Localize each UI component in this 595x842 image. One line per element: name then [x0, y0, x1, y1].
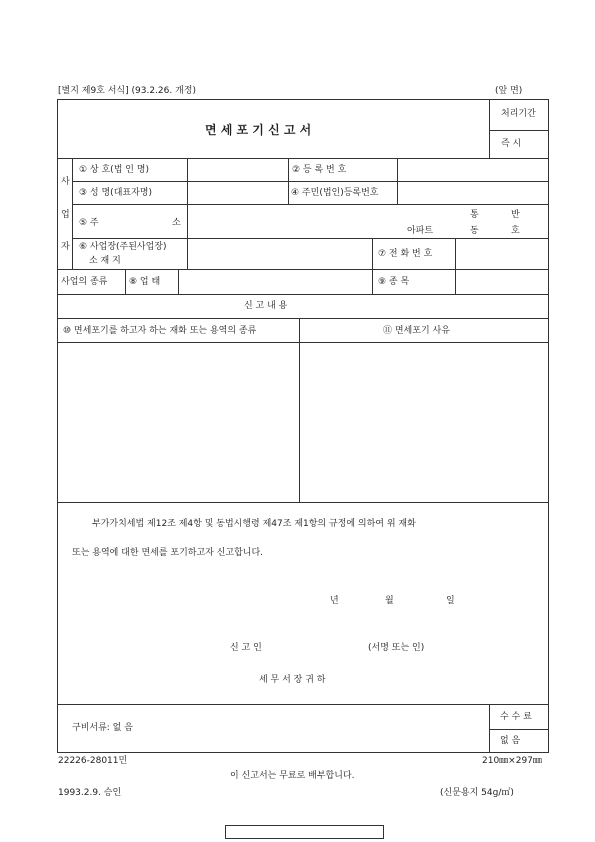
fee-value: 없 음: [500, 736, 521, 746]
form-title: 면 세 포 기 신 고 서: [205, 123, 312, 137]
trade-name-label: ① 상 호(법 인 명): [79, 165, 150, 175]
address-ban: 반: [511, 210, 520, 220]
processing-period-label: 처리기간: [501, 109, 536, 119]
address-label-tail: 소: [172, 218, 181, 228]
form-number: [별지 제9호 서식] (93.2.26. 개정): [58, 86, 196, 96]
business-type-label: ⑧ 업 태: [129, 277, 161, 287]
phone-field[interactable]: [456, 239, 548, 268]
declaration-line-1: 부가가치세법 제12조 제4항 및 동법시행령 제47조 제1항의 규정에 의하여 위 재화: [92, 519, 416, 529]
date-year: 년: [330, 596, 339, 606]
paper-weight: (신문용지 54g/㎡): [440, 788, 514, 798]
business-kind-label: 사업의 종류: [61, 277, 108, 287]
attachments-label: 구비서류: 없 음: [72, 723, 133, 733]
paper-size: 210㎜×297㎜: [482, 756, 542, 766]
reporter-label: 신 고 인: [230, 643, 262, 653]
page-side-label: (앞 면): [495, 86, 523, 96]
declaration-line-2: 또는 용역에 대한 면세를 포기하고자 신고합니다.: [72, 548, 264, 558]
fee-label: 수 수 료: [500, 712, 532, 722]
reason-column-header: ⑪ 면세포기 사유: [383, 326, 450, 336]
address-apartment: 아파트: [407, 226, 434, 236]
registration-number-field[interactable]: [398, 159, 548, 180]
address-dong: 동: [470, 226, 479, 236]
signature-label: (서명 또는 인): [368, 643, 425, 653]
workplace-field[interactable]: [188, 239, 371, 268]
address-ho: 호: [511, 226, 520, 236]
date-month: 월: [385, 596, 394, 606]
goods-column-header: ⑩ 면세포기를 하고자 하는 재화 또는 용역의 종류: [63, 326, 257, 336]
goods-input-area[interactable]: [58, 343, 298, 501]
date-day: 일: [446, 596, 455, 606]
workplace-label-line2: 소 재 지: [89, 256, 121, 266]
address-field[interactable]: [188, 205, 548, 237]
business-type-field[interactable]: [179, 270, 371, 293]
blank-box: [225, 825, 384, 839]
approval-date: 1993.2.9. 승인: [58, 788, 122, 798]
workplace-label-line1: ⑥ 사업장(주된사업장): [79, 242, 167, 252]
representative-name-label: ③ 성 명(대표자명): [79, 188, 152, 198]
address-tong: 통: [470, 210, 479, 220]
form-code: 22226-28011민: [58, 756, 128, 766]
applicant-label-2: 업: [61, 210, 70, 220]
trade-name-field[interactable]: [188, 159, 287, 180]
processing-period-value: 즉 시: [501, 139, 522, 149]
representative-name-field[interactable]: [188, 182, 287, 203]
registration-number-label: ② 등 록 번 호: [292, 165, 347, 175]
business-item-field[interactable]: [456, 270, 548, 293]
report-section-title: 신 고 내 용: [244, 301, 288, 311]
resident-number-label: ④ 주민(법인)등록번호: [291, 188, 379, 198]
applicant-label-1: 사: [61, 177, 70, 187]
free-distribution-note: 이 신고서는 무료로 배부합니다.: [230, 771, 355, 781]
resident-number-field[interactable]: [398, 182, 548, 203]
address-label: ⑤ 주: [79, 218, 99, 228]
reason-input-area[interactable]: [300, 343, 548, 501]
business-item-label: ⑨ 종 목: [378, 277, 410, 287]
addressee: 세 무 서 장 귀 하: [259, 675, 326, 685]
applicant-label-3: 자: [61, 242, 70, 252]
phone-label: ⑦ 전 화 번 호: [378, 249, 433, 259]
